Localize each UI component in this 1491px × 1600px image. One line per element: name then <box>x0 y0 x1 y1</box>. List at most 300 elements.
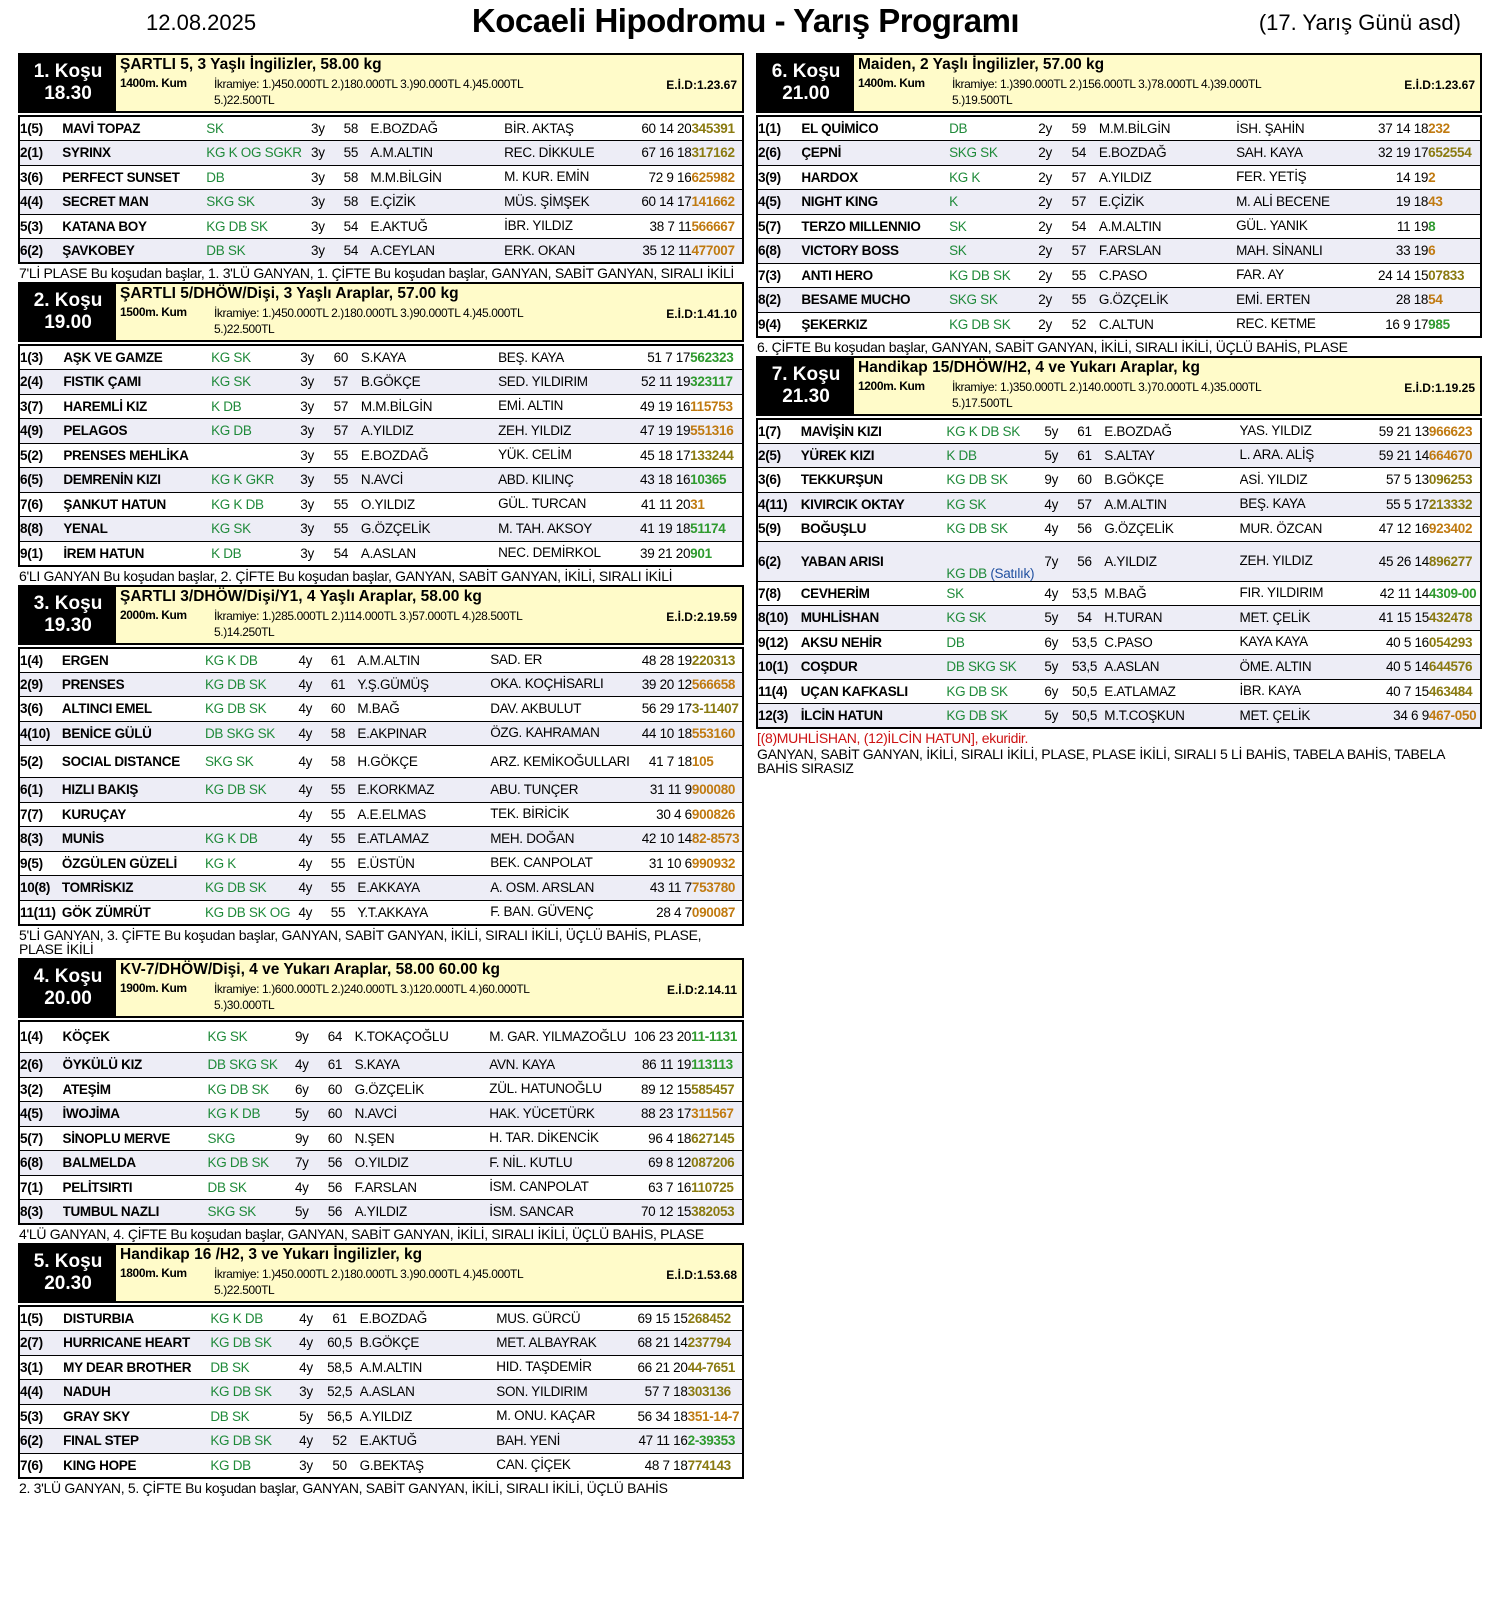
jockey: E.BOZDAĞ <box>1099 141 1236 166</box>
table-row <box>19 1053 743 1078</box>
trainer: FIR. YILDIRIM <box>1240 581 1369 606</box>
form: 43 <box>1428 190 1481 215</box>
stats: 44 10 18 <box>633 721 692 746</box>
entry-number: 7(6) <box>19 492 63 517</box>
weight: 56 <box>315 1200 354 1225</box>
form: 087206 <box>691 1151 743 1176</box>
stats: 89 12 15 <box>631 1077 691 1102</box>
form: 627145 <box>691 1126 743 1151</box>
horse-name: DEMRENİN KIZI <box>63 468 211 493</box>
horse-name: PELAGOS <box>63 419 211 444</box>
table-row <box>19 190 743 215</box>
equipment: KG SK <box>208 1021 289 1053</box>
stats: 43 18 16 <box>629 468 690 493</box>
table-row <box>757 141 1481 166</box>
left-column <box>18 53 744 1497</box>
form: 8 <box>1428 214 1481 239</box>
entry-number: 5(7) <box>757 214 801 239</box>
jockey: M.BAĞ <box>1104 581 1239 606</box>
trainer: GÜL. YANIK <box>1236 214 1367 239</box>
weight: 55 <box>321 468 361 493</box>
table-row <box>757 517 1481 542</box>
equipment: KG DB SK <box>205 672 292 697</box>
race-record: E.İ.D:1.53.68 <box>666 1268 737 1282</box>
entry-number: 3(9) <box>757 165 801 190</box>
stats: 40 5 16 <box>1369 630 1429 655</box>
stats: 16 9 17 <box>1367 312 1428 337</box>
table-row <box>757 239 1481 264</box>
equipment <box>205 802 292 827</box>
horse-name: FINAL STEP <box>63 1429 210 1454</box>
horse-age: 4y <box>292 1355 319 1380</box>
equipment: SKG SK <box>206 190 304 215</box>
entry-number: 9(1) <box>19 541 63 566</box>
horse-name: GÖK ZÜMRÜT <box>62 900 205 925</box>
race-info <box>854 55 1480 111</box>
horse-name: SOCIAL DISTANCE <box>62 746 205 778</box>
race-number: 2. Koşu <box>33 290 103 311</box>
form: 923402 <box>1429 517 1481 542</box>
table-row <box>757 190 1481 215</box>
jockey: A.YILDIZ <box>1099 165 1236 190</box>
bet-types-note: 4'LÜ GANYAN, 4. ÇİFTE Bu koşudan başlar, GANYAN, SABİT GANYAN, İKİLİ, SIRALI İKİLİ, ÜÇLÜ BAHİS, PLASE <box>19 1226 704 1242</box>
jockey: M.M.BİLGİN <box>361 394 498 419</box>
stats: 52 11 19 <box>629 370 690 395</box>
trainer: ZÜL. HATUNOĞLU <box>489 1077 631 1102</box>
horse-name: MY DEAR BROTHER <box>63 1355 210 1380</box>
jockey: A.M.ALTIN <box>1099 214 1236 239</box>
horse-name: NIGHT KING <box>801 190 949 215</box>
form: 2 <box>1428 165 1481 190</box>
form: 351-14-7 <box>688 1404 743 1429</box>
entry-number: 4(10) <box>19 721 62 746</box>
stats: 41 7 18 <box>633 746 692 778</box>
trainer: İSM. SANCAR <box>489 1200 631 1225</box>
trainer: AVN. KAYA <box>489 1053 631 1078</box>
form: 562323 <box>690 345 743 370</box>
jockey: A.ASLAN <box>361 541 498 566</box>
table-row <box>19 541 743 566</box>
horse-age: 2y <box>1031 165 1058 190</box>
weight: 58 <box>319 721 358 746</box>
prize-line-2: 5.)17.500TL <box>952 395 1013 410</box>
form: 31 <box>690 492 743 517</box>
equipment: SKG SK <box>208 1200 289 1225</box>
jockey: B.GÖKÇE <box>361 370 498 395</box>
trainer: SON. YILDIRIM <box>496 1380 626 1405</box>
form: 6 <box>1428 239 1481 264</box>
stats: 69 15 15 <box>627 1306 688 1331</box>
horse-age: 3y <box>293 419 320 444</box>
weight: 57 <box>321 370 361 395</box>
weight: 61 <box>1065 419 1105 444</box>
stats: 67 16 18 <box>632 141 692 166</box>
stats: 41 19 18 <box>629 517 690 542</box>
jockey: E.AKTUĞ <box>370 214 504 239</box>
horse-age: 4y <box>292 721 319 746</box>
weight: 55 <box>1059 288 1099 313</box>
horse-name: ŞANKUT HATUN <box>63 492 211 517</box>
entry-number: 5(2) <box>19 746 62 778</box>
equipment: K DB <box>946 443 1037 468</box>
bet-types-note: 5'Lİ GANYAN, 3. ÇİFTE Bu koşudan başlar, GANYAN, SABİT GANYAN, İKİLİ, SIRALI İKİLİ, ÜÇLÜ BAHİS, PLASE, PLASE İKİLİ <box>19 926 702 957</box>
equipment: KG SK <box>946 606 1037 631</box>
entry-number: 3(6) <box>757 468 801 493</box>
stats: 47 12 16 <box>1369 517 1429 542</box>
stats: 41 11 20 <box>629 492 690 517</box>
equipment: SKG <box>208 1126 289 1151</box>
stats: 60 14 17 <box>632 190 692 215</box>
form: 625982 <box>691 165 743 190</box>
jockey: M.T.COŞKUN <box>1104 704 1239 729</box>
stats: 39 21 20 <box>629 541 690 566</box>
equipment: KG DB SK OG <box>205 900 292 925</box>
horse-name: ALTINCI EMEL <box>62 697 205 722</box>
jockey: F.ARSLAN <box>1099 239 1236 264</box>
weight: 54 <box>321 541 361 566</box>
race-header <box>756 53 1482 113</box>
entry-number: 3(1) <box>19 1355 63 1380</box>
trainer: REC. KETME <box>1236 312 1367 337</box>
table-row <box>757 492 1481 517</box>
horse-name: ŞEKERKIZ <box>801 312 949 337</box>
horse-age: 2y <box>1031 214 1058 239</box>
horse-age: 3y <box>305 116 332 141</box>
equipment: KG K DB <box>211 492 293 517</box>
stats: 41 15 15 <box>1369 606 1429 631</box>
jockey: E.BOZDAĞ <box>370 116 504 141</box>
entry-number: 4(5) <box>19 1102 63 1127</box>
race-number: 5. Koşu <box>33 1251 103 1272</box>
entry-number: 6(1) <box>19 778 62 803</box>
weight: 50,5 <box>1065 679 1105 704</box>
stats: 66 21 20 <box>627 1355 688 1380</box>
equipment: KG DB <box>210 1453 292 1478</box>
table-row <box>19 517 743 542</box>
trainer: SAH. KAYA <box>1236 141 1367 166</box>
trainer: OKA. KOÇHİSARLI <box>490 672 632 697</box>
jockey: H.TURAN <box>1104 606 1239 631</box>
form: 2-39353 <box>688 1429 743 1454</box>
jockey: N.AVCİ <box>355 1102 490 1127</box>
stats: 56 29 17 <box>633 697 692 722</box>
weight: 54 <box>1065 606 1105 631</box>
jockey: A.M.ALTIN <box>360 1355 497 1380</box>
jockey: F.ARSLAN <box>355 1175 490 1200</box>
jockey: Y.Ş.GÜMÜŞ <box>357 672 490 697</box>
horse-name: MUNİS <box>62 827 205 852</box>
horse-name: TUMBUL NAZLI <box>63 1200 208 1225</box>
horse-age: 4y <box>292 1331 319 1356</box>
prize-line-2: 5.)22.500TL <box>214 322 275 336</box>
entry-number: 2(1) <box>19 141 62 166</box>
table-row <box>757 581 1481 606</box>
form: 753780 <box>692 876 743 901</box>
trainer: İBR. YILDIZ <box>504 214 632 239</box>
weight: 54 <box>331 214 370 239</box>
horse-name: FISTIK ÇAMI <box>63 370 211 395</box>
form: 900826 <box>692 802 743 827</box>
jockey: A.M.ALTIN <box>357 648 490 673</box>
horse-name: HURRICANE HEART <box>63 1331 210 1356</box>
bet-types-note: GANYAN, SABİT GANYAN, İKİLİ, SIRALI İKİLİ, PLASE, PLASE İKİLİ, SIRALI 5 Lİ BAHİS, TABELA BAHİS, TABELA BAHİS SIRASIZ <box>757 746 1445 776</box>
horse-age: 6y <box>1038 679 1065 704</box>
weight: 58 <box>331 190 370 215</box>
race-prizes <box>952 76 1372 108</box>
equipment: KG K DB <box>210 1306 292 1331</box>
weight: 53,5 <box>1065 581 1105 606</box>
weight: 55 <box>319 827 358 852</box>
horse-name: ÖYKÜLÜ KIZ <box>63 1053 208 1078</box>
horse-age: 4y <box>292 672 319 697</box>
prize-line-2: 5.)30.000TL <box>214 997 275 1012</box>
form: 054293 <box>1429 630 1481 655</box>
stats: 106 23 20 <box>631 1021 691 1053</box>
table-row <box>19 851 743 876</box>
prize-line-1: İkramiye: 1.)450.000TL 2.)180.000TL 3.)90.000TL 4.)45.000TL <box>214 1267 524 1281</box>
race-distance: 1800m. Kum <box>120 1266 187 1280</box>
weight: 56,5 <box>320 1404 360 1429</box>
entries-table <box>18 1020 744 1226</box>
prize-line-2: 5.)19.500TL <box>952 93 1013 107</box>
trainer: ZEH. YILDIZ <box>498 419 629 444</box>
horse-age: 3y <box>293 468 320 493</box>
weight: 56 <box>1065 541 1105 581</box>
jockey: A.YILDIZ <box>1104 541 1239 581</box>
entry-number: 6(2) <box>19 239 62 264</box>
equipment: DB SKG SK <box>208 1053 289 1078</box>
trainer: DAV. AKBULUT <box>490 697 632 722</box>
form: 10365 <box>690 468 743 493</box>
trainer: MET. ÇELİK <box>1240 704 1369 729</box>
race-notes <box>18 926 744 958</box>
form: 774143 <box>688 1453 743 1478</box>
entry-number: 2(9) <box>19 672 62 697</box>
form: 096253 <box>1429 468 1481 493</box>
table-row <box>19 1355 743 1380</box>
table-row <box>19 876 743 901</box>
entry-number: 2(4) <box>19 370 63 395</box>
horse-age: 3y <box>293 370 320 395</box>
table-row <box>19 1404 743 1429</box>
jockey: E.ATLAMAZ <box>1104 679 1239 704</box>
weight: 52 <box>320 1429 360 1454</box>
horse-name: PELİTSIRTI <box>63 1175 208 1200</box>
entry-number: 5(9) <box>757 517 801 542</box>
entry-number: 11(11) <box>19 900 62 925</box>
horse-age: 3y <box>293 541 320 566</box>
horse-age: 9y <box>1038 468 1065 493</box>
horse-age: 4y <box>292 851 319 876</box>
table-row <box>19 1021 743 1053</box>
race-header <box>18 585 744 645</box>
weight: 60 <box>315 1077 354 1102</box>
race-day-label: (17. Yarış Günü asd) <box>1258 10 1461 35</box>
horse-age: 5y <box>1038 704 1065 729</box>
entry-number: 3(7) <box>19 394 63 419</box>
horse-age: 3y <box>293 443 320 468</box>
horse-age: 3y <box>305 190 332 215</box>
trainer: YAS. YILDIZ <box>1240 419 1369 444</box>
equipment <box>946 541 1037 581</box>
trainer: MUR. ÖZCAN <box>1240 517 1369 542</box>
stats: 86 11 19 <box>631 1053 691 1078</box>
horse-age: 4y <box>292 1306 319 1331</box>
jockey: C.PASO <box>1104 630 1239 655</box>
stats: 72 9 16 <box>632 165 692 190</box>
weight: 60 <box>321 345 361 370</box>
stats: 88 23 17 <box>631 1102 691 1127</box>
entry-number: 1(5) <box>19 116 62 141</box>
form: 213332 <box>1429 492 1481 517</box>
stats: 14 19 <box>1367 165 1428 190</box>
prize-line-1: İkramiye: 1.)600.000TL 2.)240.000TL 3.)120.000TL 4.)60.000TL <box>214 981 530 996</box>
form: 323117 <box>690 370 743 395</box>
trainer: BEK. CANPOLAT <box>490 851 632 876</box>
race-info <box>116 55 742 111</box>
race-block-4 <box>18 958 744 1244</box>
entries-table <box>18 647 744 926</box>
table-row <box>19 1200 743 1225</box>
trainer: SAD. ER <box>490 648 632 673</box>
weight: 60,5 <box>320 1331 360 1356</box>
race-time: 21.30 <box>782 385 830 407</box>
stats: 39 20 12 <box>633 672 692 697</box>
horse-age: 5y <box>288 1102 315 1127</box>
entry-number: 7(8) <box>757 581 801 606</box>
weight: 59 <box>1059 116 1099 141</box>
form: 432478 <box>1429 606 1481 631</box>
horse-age: 5y <box>1038 606 1065 631</box>
table-row <box>757 288 1481 313</box>
form: 11-1131 <box>691 1021 743 1053</box>
table-row <box>19 802 743 827</box>
form: 896277 <box>1429 541 1481 581</box>
weight: 52,5 <box>320 1380 360 1405</box>
trainer: ERK. OKAN <box>504 239 632 264</box>
race-block-5 <box>18 1243 744 1497</box>
race-distance: 1400m. Kum <box>858 76 925 90</box>
equipment: DB <box>949 116 1031 141</box>
stats: 30 4 6 <box>633 802 692 827</box>
table-row <box>757 679 1481 704</box>
race-distance: 1400m. Kum <box>120 76 187 90</box>
stats: 49 19 16 <box>629 394 690 419</box>
form: 345391 <box>691 116 743 141</box>
equipment: KG K DB <box>208 1102 289 1127</box>
horse-age: 3y <box>305 214 332 239</box>
trainer: F. BAN. GÜVENÇ <box>490 900 632 925</box>
stats: 68 21 14 <box>627 1331 688 1356</box>
weight: 50 <box>320 1453 360 1478</box>
horse-age: 6y <box>1038 630 1065 655</box>
race-number-box <box>20 284 116 340</box>
form: 54 <box>1428 288 1481 313</box>
trainer: ÖME. ALTIN <box>1240 655 1369 680</box>
trainer: FER. YETİŞ <box>1236 165 1367 190</box>
weight: 58 <box>319 746 358 778</box>
stats: 59 21 13 <box>1369 419 1429 444</box>
form: 105 <box>692 746 743 778</box>
stats: 37 14 18 <box>1367 116 1428 141</box>
stats: 19 18 <box>1367 190 1428 215</box>
trainer: MÜS. ŞİMŞEK <box>504 190 632 215</box>
race-prizes <box>214 305 634 337</box>
form: 382053 <box>691 1200 743 1225</box>
horse-age: 5y <box>292 1404 319 1429</box>
table-row <box>757 419 1481 444</box>
table-row <box>19 141 743 166</box>
horse-name: KING HOPE <box>63 1453 210 1478</box>
entry-number: 2(7) <box>19 1331 63 1356</box>
entry-number: 8(8) <box>19 517 63 542</box>
entry-number: 6(8) <box>757 239 801 264</box>
bet-types-note: 6'LI GANYAN Bu koşudan başlar, 2. ÇİFTE Bu koşudan başlar, GANYAN, SABİT GANYAN, İKİLİ, SIRALI İKİLİ <box>19 567 673 584</box>
equipment: K DB <box>211 394 293 419</box>
equipment: DB SK <box>208 1175 289 1200</box>
stats: 43 11 7 <box>633 876 692 901</box>
table-row <box>19 1331 743 1356</box>
table-row <box>757 312 1481 337</box>
equipment: K DB <box>211 541 293 566</box>
jockey: A.YILDIZ <box>361 419 498 444</box>
prize-line-1: İkramiye: 1.)450.000TL 2.)180.000TL 3.)90.000TL 4.)45.000TL <box>214 77 524 91</box>
entry-number: 2(6) <box>19 1053 63 1078</box>
race-block-7 <box>756 356 1482 778</box>
jockey: H.GÖKÇE <box>357 746 490 778</box>
table-row <box>19 492 743 517</box>
entry-number: 1(3) <box>19 345 63 370</box>
horse-name: YABAN ARISI <box>801 541 947 581</box>
prize-line-1: İkramiye: 1.)390.000TL 2.)156.000TL 3.)78.000TL 4.)39.000TL <box>952 77 1262 91</box>
trainer: ABU. TUNÇER <box>490 778 632 803</box>
table-row <box>757 214 1481 239</box>
stats: 31 10 6 <box>633 851 692 876</box>
table-row <box>19 1151 743 1176</box>
horse-name: KÖÇEK <box>63 1021 208 1053</box>
horse-age: 4y <box>292 778 319 803</box>
equipment: KG DB SK <box>205 778 292 803</box>
form: 644576 <box>1429 655 1481 680</box>
horse-name: GRAY SKY <box>63 1404 210 1429</box>
race-time: 18.30 <box>44 83 92 104</box>
horse-age: 4y <box>292 876 319 901</box>
jockey: G.ÖZÇELİK <box>1099 288 1236 313</box>
race-number-box <box>20 55 116 111</box>
race-distance: 2000m. Kum <box>120 607 187 622</box>
horse-name: İWOJİMA <box>63 1102 208 1127</box>
prize-line-1: İkramiye: 1.)350.000TL 2.)140.000TL 3.)70.000TL 4.)35.000TL <box>952 379 1262 394</box>
trainer: M. ALİ BECENE <box>1236 190 1367 215</box>
entry-number: 9(5) <box>19 851 62 876</box>
horse-age: 3y <box>305 165 332 190</box>
table-row <box>19 1380 743 1405</box>
entry-number: 1(7) <box>757 419 801 444</box>
horse-age: 5y <box>288 1200 315 1225</box>
stats: 11 19 <box>1367 214 1428 239</box>
horse-age: 2y <box>1031 239 1058 264</box>
horse-age: 3y <box>293 517 320 542</box>
equipment: DB SK <box>206 239 304 264</box>
race-number: 7. Koşu <box>771 363 841 385</box>
race-time: 19.00 <box>44 312 92 333</box>
stats: 51 7 17 <box>629 345 690 370</box>
weight: 55 <box>319 876 358 901</box>
stats: 45 26 14 <box>1369 541 1429 581</box>
horse-name: NADUH <box>63 1380 210 1405</box>
weight: 58,5 <box>320 1355 360 1380</box>
equipment: KG DB SK <box>949 312 1031 337</box>
